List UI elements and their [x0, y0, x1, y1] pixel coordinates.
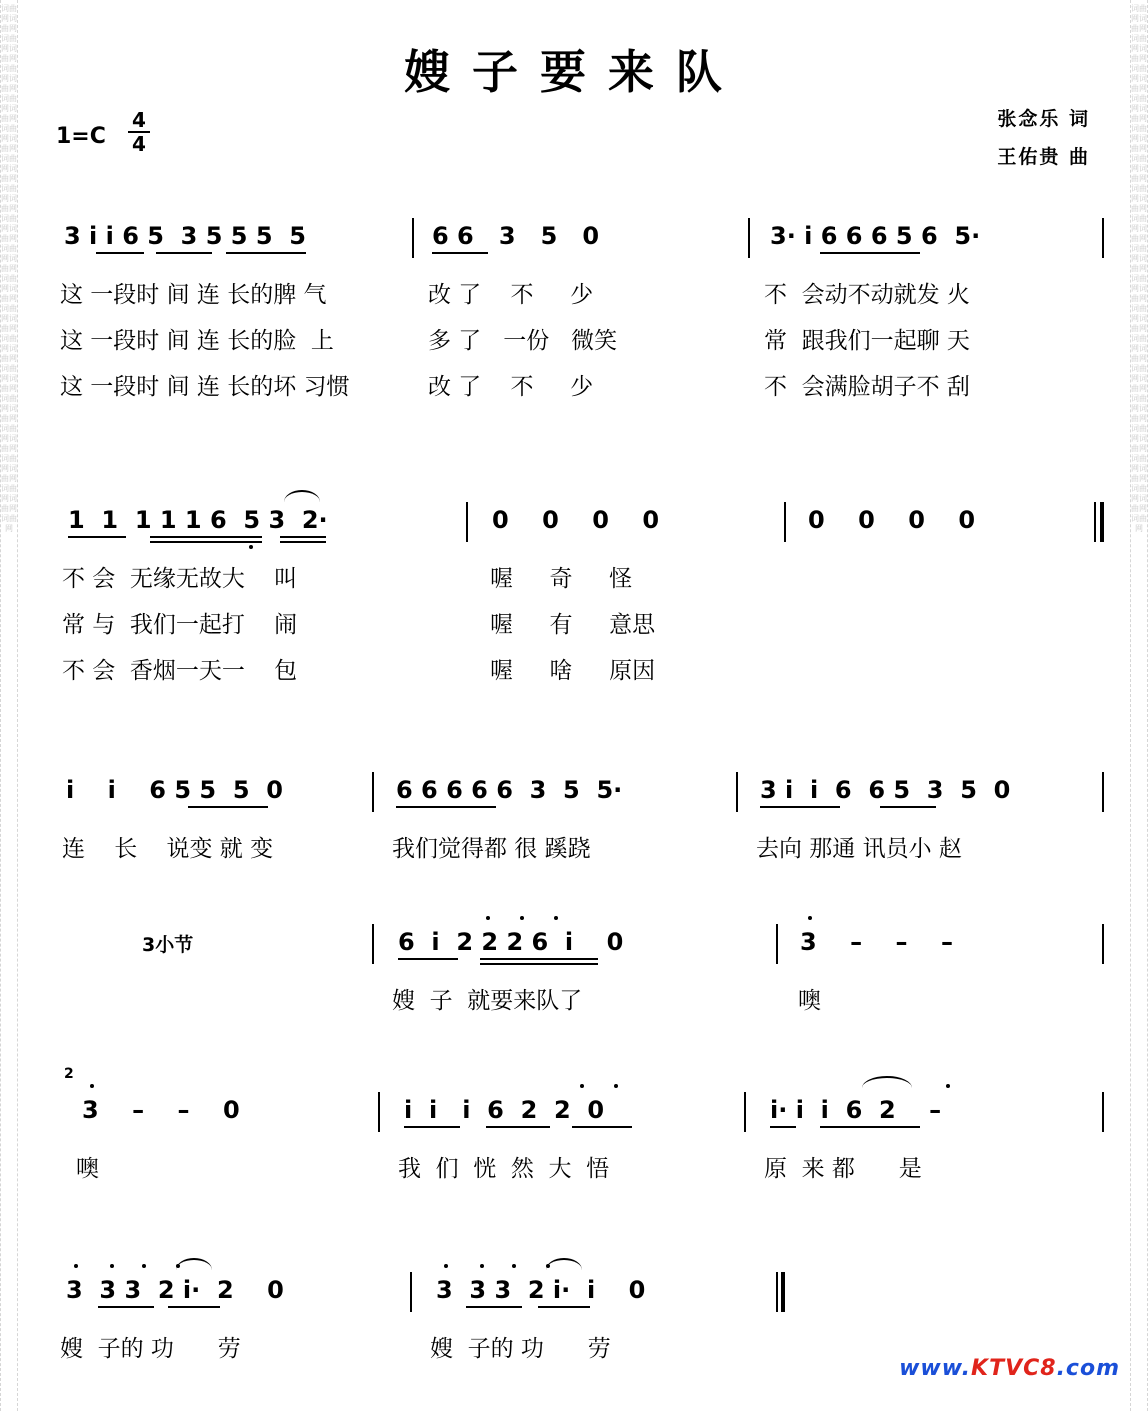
final-barline — [776, 1272, 786, 1312]
row4-lyric-b: 嫂 子 就要来队了 — [392, 988, 583, 1014]
row2-measure3-notes: 0 0 0 0 — [808, 506, 976, 534]
row5-lyric-a: 噢 — [76, 1156, 99, 1182]
row5-measure2-notes: i i i 6 2 2 0 — [404, 1096, 605, 1124]
website-watermark — [899, 1356, 1120, 1381]
row1-verse2-lyric-b: 多 了 一份 微笑 — [428, 328, 618, 354]
row1-verse1-lyric-b: 改 了 不 少 — [428, 282, 594, 308]
watermark-strip-left: 词曲网词曲网词曲网词曲网词曲网词曲网词曲网词曲网词曲网词曲网词曲网词曲网词曲网词曲网词曲网词曲网词曲网词曲网词曲网词曲网词曲网词曲网词曲网词曲网词曲网词曲网词曲网词曲网词曲网词曲网词曲网词曲网词曲网词曲网词曲网 — [0, 0, 18, 1411]
row5-lyric-b: 我 们 恍 然 大 悟 — [398, 1156, 610, 1182]
row1-verse1-lyric-c: 不 会动不动就发 火 — [764, 282, 970, 308]
row6-measure2-notes: 3 3 3 2 i· i 0 — [436, 1276, 646, 1304]
row2-verse3-lyric-a: 不 会 香烟一天一 包 — [62, 658, 298, 684]
bar-count-label: 3小节 — [142, 934, 194, 956]
row2-verse3-lyric-b: 喔 啥 原因 — [490, 658, 656, 684]
barline — [784, 502, 786, 542]
row2-measure1-notes: 1 1 1 1 1 6 5 3 2· — [68, 506, 328, 534]
barline — [412, 218, 414, 258]
row6-lyric-b: 嫂 子的 功 劳 — [430, 1336, 611, 1362]
row1-verse2-lyric-c: 常 跟我们一起聊 天 — [764, 328, 970, 354]
slur — [862, 1076, 912, 1088]
lyricist-credit: 张念乐 词 — [997, 108, 1090, 130]
grace-note: 2 — [64, 1066, 74, 1082]
barline — [1102, 218, 1104, 258]
website-brand: KTVC8 — [971, 1356, 1057, 1381]
barline — [372, 772, 374, 812]
row3-lyric-b: 我们觉得都 很 蹊跷 — [392, 836, 591, 862]
time-signature-bottom: 4 — [132, 132, 146, 156]
barline — [372, 924, 374, 964]
row2-verse2-lyric-a: 常 与 我们一起打 闹 — [62, 612, 298, 638]
row1-verse3-lyric-c: 不 会满脸胡子不 刮 — [764, 374, 970, 400]
row5-lyric-c: 原 来 都 是 — [764, 1156, 922, 1182]
barline — [378, 1092, 380, 1132]
barline — [410, 1272, 412, 1312]
row3-lyric-c: 去向 那通 讯员小 赵 — [756, 836, 962, 862]
song-title: 嫂子要来队 — [404, 45, 744, 99]
row1-verse2-lyric-a: 这 一段时 间 连 长的脸 上 — [60, 328, 334, 354]
slur — [176, 1258, 212, 1270]
row6-lyric-a: 嫂 子的 功 劳 — [60, 1336, 241, 1362]
barline — [744, 1092, 746, 1132]
row1-measure1-notes: 3 i i 6 5 3 5 5 5 5 — [64, 222, 306, 250]
row3-measure2-notes: 6 6 6 6 6 3 5 5· — [396, 776, 623, 804]
row3-lyric-a: 连 长 说变 就 变 — [62, 836, 274, 862]
barline — [1102, 1092, 1104, 1132]
watermark-strip-right: 词曲网词曲网词曲网词曲网词曲网词曲网词曲网词曲网词曲网词曲网词曲网词曲网词曲网词曲网词曲网词曲网词曲网词曲网词曲网词曲网词曲网词曲网词曲网词曲网词曲网词曲网词曲网词曲网词曲网词曲网词曲网词曲网词曲网词曲网词曲网 — [1130, 0, 1148, 1411]
barline — [776, 924, 778, 964]
row5-measure1-notes: 3 – – 0 — [82, 1096, 240, 1124]
website-prefix: www. — [899, 1356, 972, 1381]
website-suffix: .com — [1056, 1356, 1120, 1381]
barline — [748, 218, 750, 258]
composer-credit: 王佑贵 曲 — [997, 146, 1090, 168]
row6-measure1-notes: 3 3 3 2 i· 2 0 — [66, 1276, 284, 1304]
row1-measure3-notes: 3· i 6 6 6 5 6 5· — [770, 222, 981, 250]
row1-measure2-notes: 6 6 3 5 0 — [432, 222, 600, 250]
time-signature — [128, 110, 150, 154]
barline — [736, 772, 738, 812]
row1-verse3-lyric-b: 改 了 不 少 — [428, 374, 594, 400]
row1-verse3-lyric-a: 这 一段时 间 连 长的坏 习惯 — [60, 374, 350, 400]
key-signature: 1=C — [56, 124, 106, 149]
slur — [546, 1258, 582, 1270]
row4-lyric-c: 噢 — [798, 988, 821, 1014]
row3-measure3-notes: 3 i i 6 6 5 3 5 0 — [760, 776, 1011, 804]
barline — [1102, 924, 1104, 964]
row2-verse1-lyric-a: 不 会 无缘无故大 叫 — [62, 566, 298, 592]
row2-verse1-lyric-b: 喔 奇 怪 — [490, 566, 633, 592]
row5-measure3-notes: i· i i 6 2 – — [770, 1096, 942, 1124]
row4-measure2-notes: 3 – – – — [800, 928, 953, 956]
barline — [1102, 772, 1104, 812]
row4-measure1-notes: 6 i 2 2 2 6 i 0 — [398, 928, 624, 956]
row3-measure1-notes: i i 6 5 5 5 0 — [66, 776, 283, 804]
slur — [284, 490, 320, 502]
row2-measure2-notes: 0 0 0 0 — [492, 506, 660, 534]
row1-verse1-lyric-a: 这 一段时 间 连 长的脾 气 — [60, 282, 327, 308]
time-signature-top: 4 — [132, 108, 146, 132]
barline — [466, 502, 468, 542]
repeat-end-barline — [1094, 502, 1104, 542]
row2-verse2-lyric-b: 喔 有 意思 — [490, 612, 656, 638]
